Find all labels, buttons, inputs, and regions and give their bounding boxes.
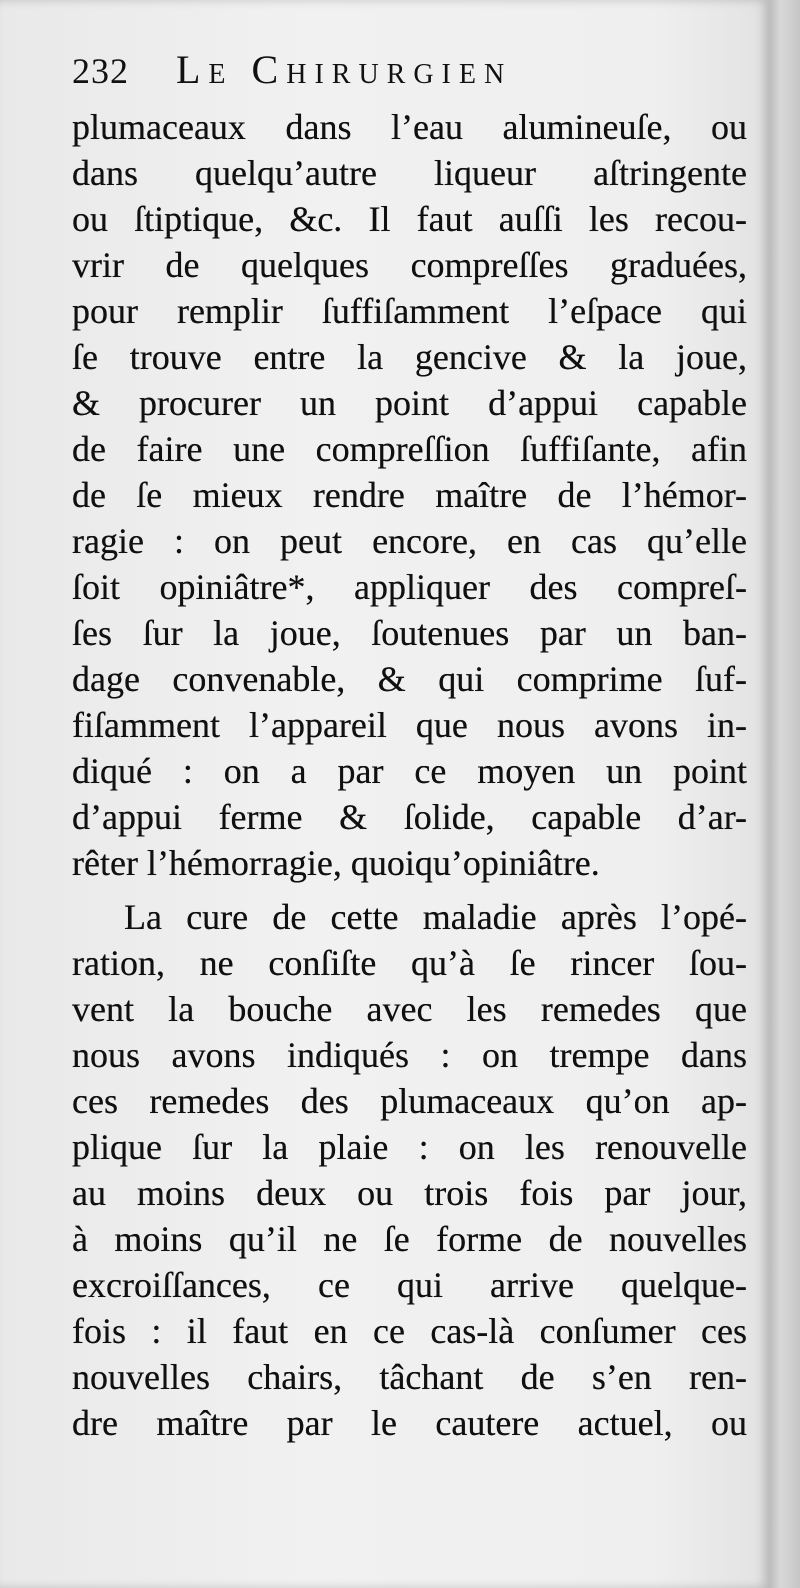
text-line: vent la bouche avec les remedes que	[72, 989, 747, 1029]
running-title: Le Chirurgien	[176, 47, 513, 92]
text-line: excroiſſances, ce qui arrive quelque-	[72, 1265, 747, 1305]
text-line: de ſe mieux rendre maître de l’hémor-	[72, 475, 747, 515]
text-line: ſoit opiniâtre*, appliquer des compreſ-	[72, 567, 747, 607]
text-line: ſes ſur la joue, ſoutenues par un ban-	[72, 613, 747, 653]
text-line: ration, ne conſiſte qu’à ſe rincer ſou-	[72, 943, 747, 983]
text-line: vrir de quelques compreſſes graduées,	[72, 245, 747, 285]
text-line: pour remplir ſuffiſamment l’eſpace qui	[72, 291, 747, 331]
text-line: au moins deux ou trois fois par jour,	[72, 1173, 747, 1213]
paragraph-2	[72, 894, 747, 1446]
text-line: rêter l’hémorragie, quoiqu’opiniâtre.	[72, 843, 600, 883]
text-line: fois : il faut en ce cas-là conſumer ces	[72, 1311, 747, 1351]
text-line: ragie : on peut encore, en cas qu’elle	[72, 521, 747, 561]
text-line: dre maître par le cautere actuel, ou	[72, 1403, 747, 1443]
text-line: & procurer un point d’appui capable	[72, 383, 747, 423]
text-line: nouvelles chairs, tâchant de s’en ren-	[72, 1357, 747, 1397]
page-edge-shadow	[770, 0, 800, 1588]
text-line: plique ſur la plaie : on les renouvelle	[72, 1127, 747, 1167]
text-line: de faire une compreſſion ſuffiſante, afin	[72, 429, 747, 469]
text-line: nous avons indiqués : on trempe dans	[72, 1035, 747, 1075]
text-line: d’appui ferme & ſolide, capable d’ar-	[72, 797, 747, 837]
text-line: ſe trouve entre la gencive & la joue,	[72, 337, 747, 377]
text-line: ou ſtiptique, &c. Il faut auſſi les recou-	[72, 199, 747, 239]
text-line: dage convenable, & qui comprime ſuf-	[72, 659, 747, 699]
text-line: ces remedes des plumaceaux qu’on ap-	[72, 1081, 747, 1121]
page-header	[72, 44, 712, 94]
body-text	[72, 104, 747, 1446]
text-line: La cure de cette maladie après l’opé-	[124, 897, 747, 937]
text-line: fiſamment l’appareil que nous avons in-	[72, 705, 747, 745]
paragraph-spacer	[72, 886, 747, 894]
page-number: 232	[72, 51, 129, 91]
text-line: plumaceaux dans l’eau alumineuſe, ou	[72, 107, 747, 147]
text-line: diqué : on a par ce moyen un point	[72, 751, 747, 791]
paragraph-1	[72, 104, 747, 886]
text-line: à moins qu’il ne ſe forme de nouvelles	[72, 1219, 747, 1259]
text-line: dans quelqu’autre liqueur aſtringente	[72, 153, 747, 193]
